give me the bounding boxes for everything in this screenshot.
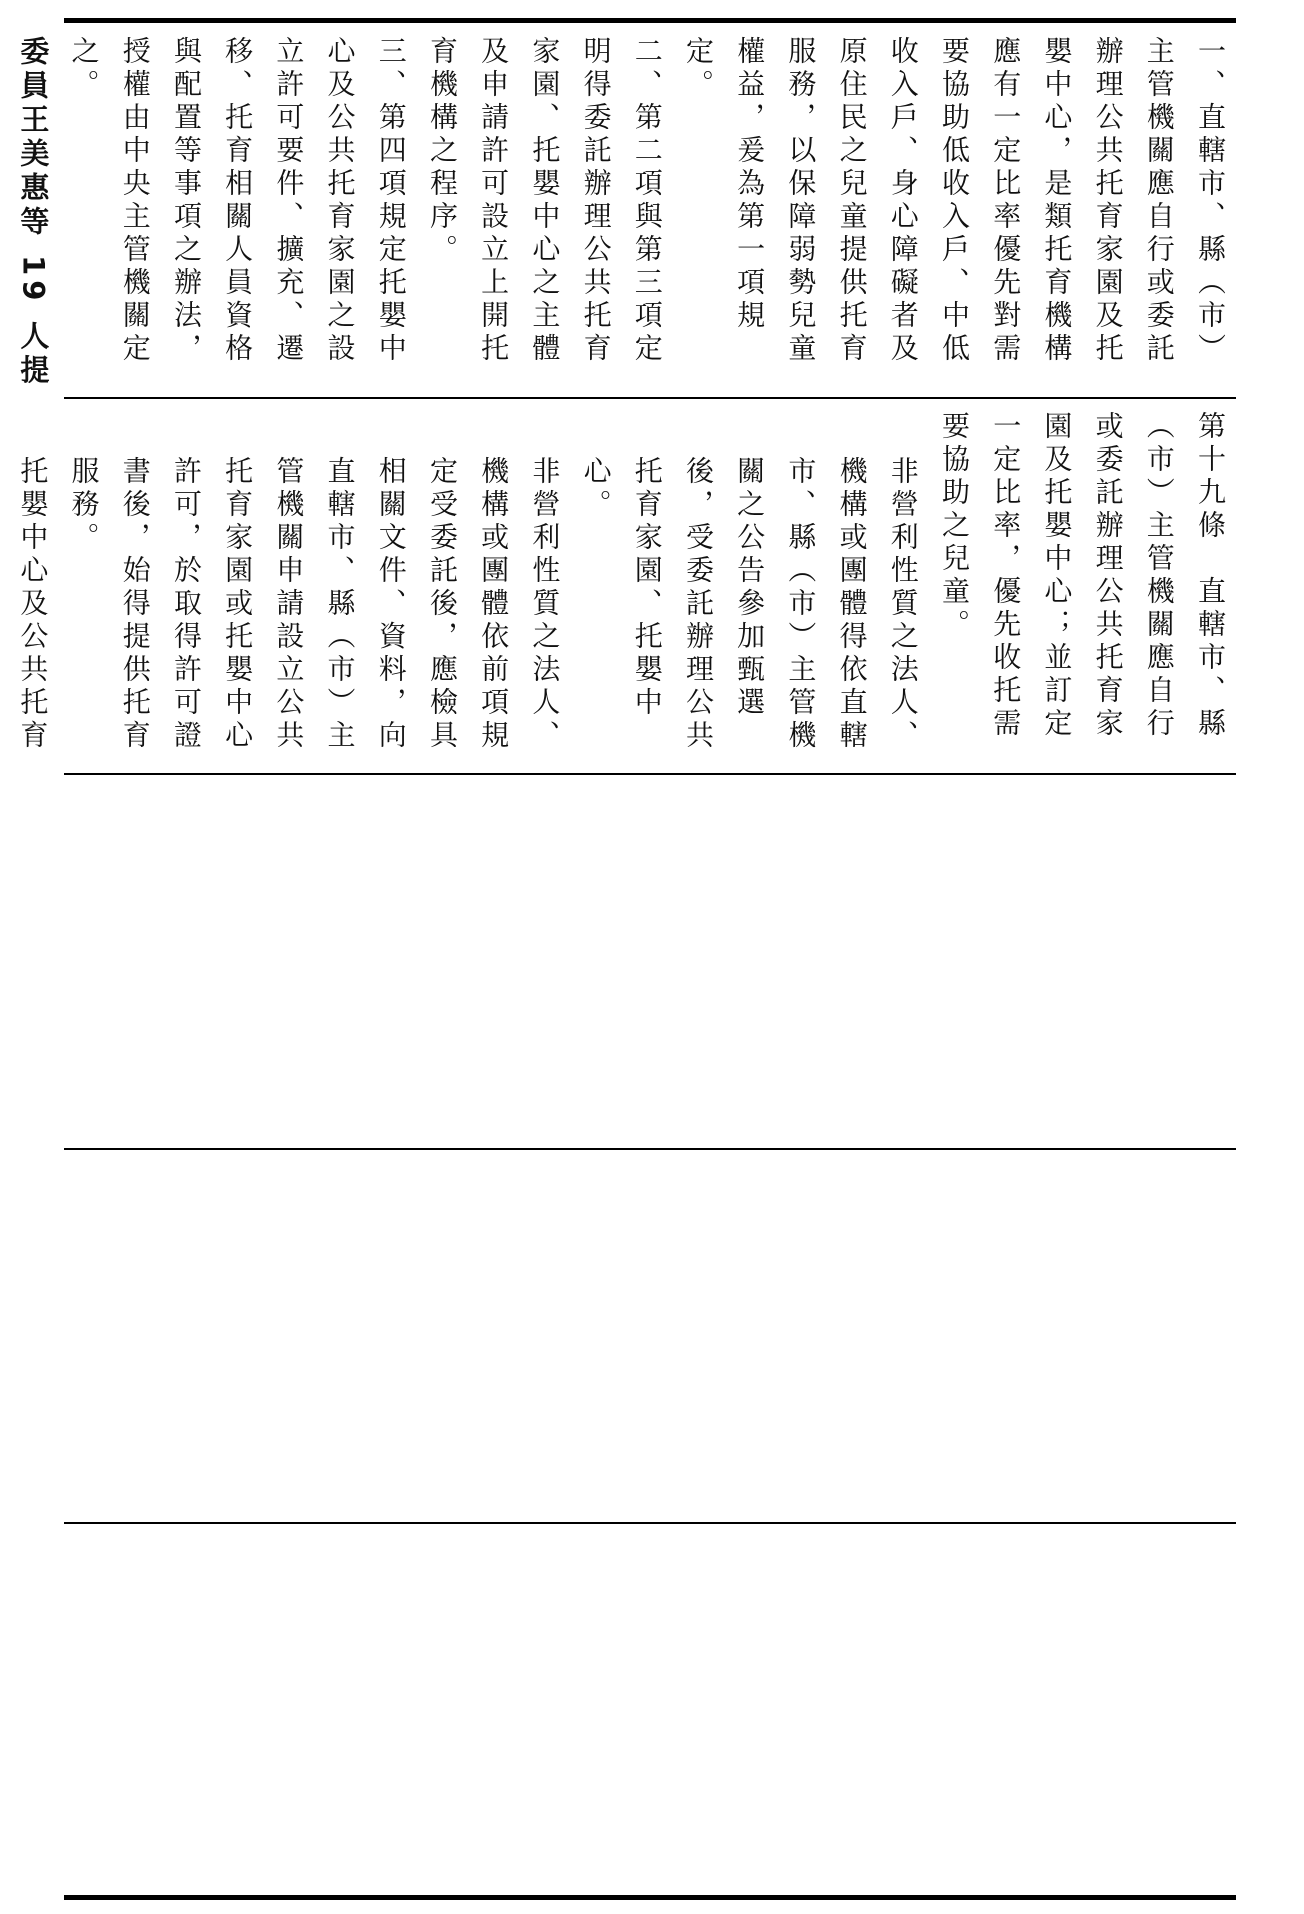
article-paragraph-2: 非營利性質之法人、機構或團體得依直轄市、縣（市）主管機關之公告參加甄選後，受委託辦理公共托育家園、托嬰中心。 (579, 455, 920, 753)
explanation-section (16, 24, 1236, 397)
empty-row (64, 775, 1236, 1148)
article-text (16, 399, 1236, 773)
article-section (16, 399, 1236, 773)
article-paragraph-4: 托嬰中心及公共托育 (16, 455, 50, 753)
explanation-item-2: 二、第二項與第三項定明得委託辦理公共托育家園、托嬰中心之主體及申請許可設立上開托育機構之程序。 (425, 36, 664, 366)
table-top-rule (64, 18, 1236, 23)
table-bottom-rule (64, 1895, 1236, 1900)
article-paragraph-3: 非營利性質之法人、機構或團體依前項規定受委託後，應檢具相關文件、資料，向直轄市、縣（市）主管機關申請設立公共托育家園或托嬰中心許可，於取得許可證書後，始得提供托育服務。 (67, 455, 562, 753)
explanation-item-1: 一、直轄市、縣（市）主管機關應自行或委託辦理公共托育家園及托嬰中心，是類托育機構應有一定比率優先對需要協助低收入戶、中低收入戶、身心障礙者及原住民之兒童提供托育服務，以保障弱勢兒童權益，爰為第一項規定。 (681, 36, 1227, 366)
empty-row (64, 1150, 1236, 1522)
empty-row (64, 1524, 1236, 1895)
explanation-text (16, 24, 1236, 397)
article-paragraph-1: 第十九條 直轄市、縣（市）主管機關應自行或委託辦理公共托育家園及托嬰中心；並訂定一定比率，優先收托需要協助之兒童。 (937, 411, 1227, 741)
explanation-item-3: 三、第四項規定托嬰中心及公共托育家園之設立許可要件、擴充、遷移、托育相關人員資格與配置等事項之辦法，授權由中央主管機關定之。 (67, 36, 408, 366)
proposal-heading: 委員王美惠等 19 人提 (16, 36, 51, 389)
